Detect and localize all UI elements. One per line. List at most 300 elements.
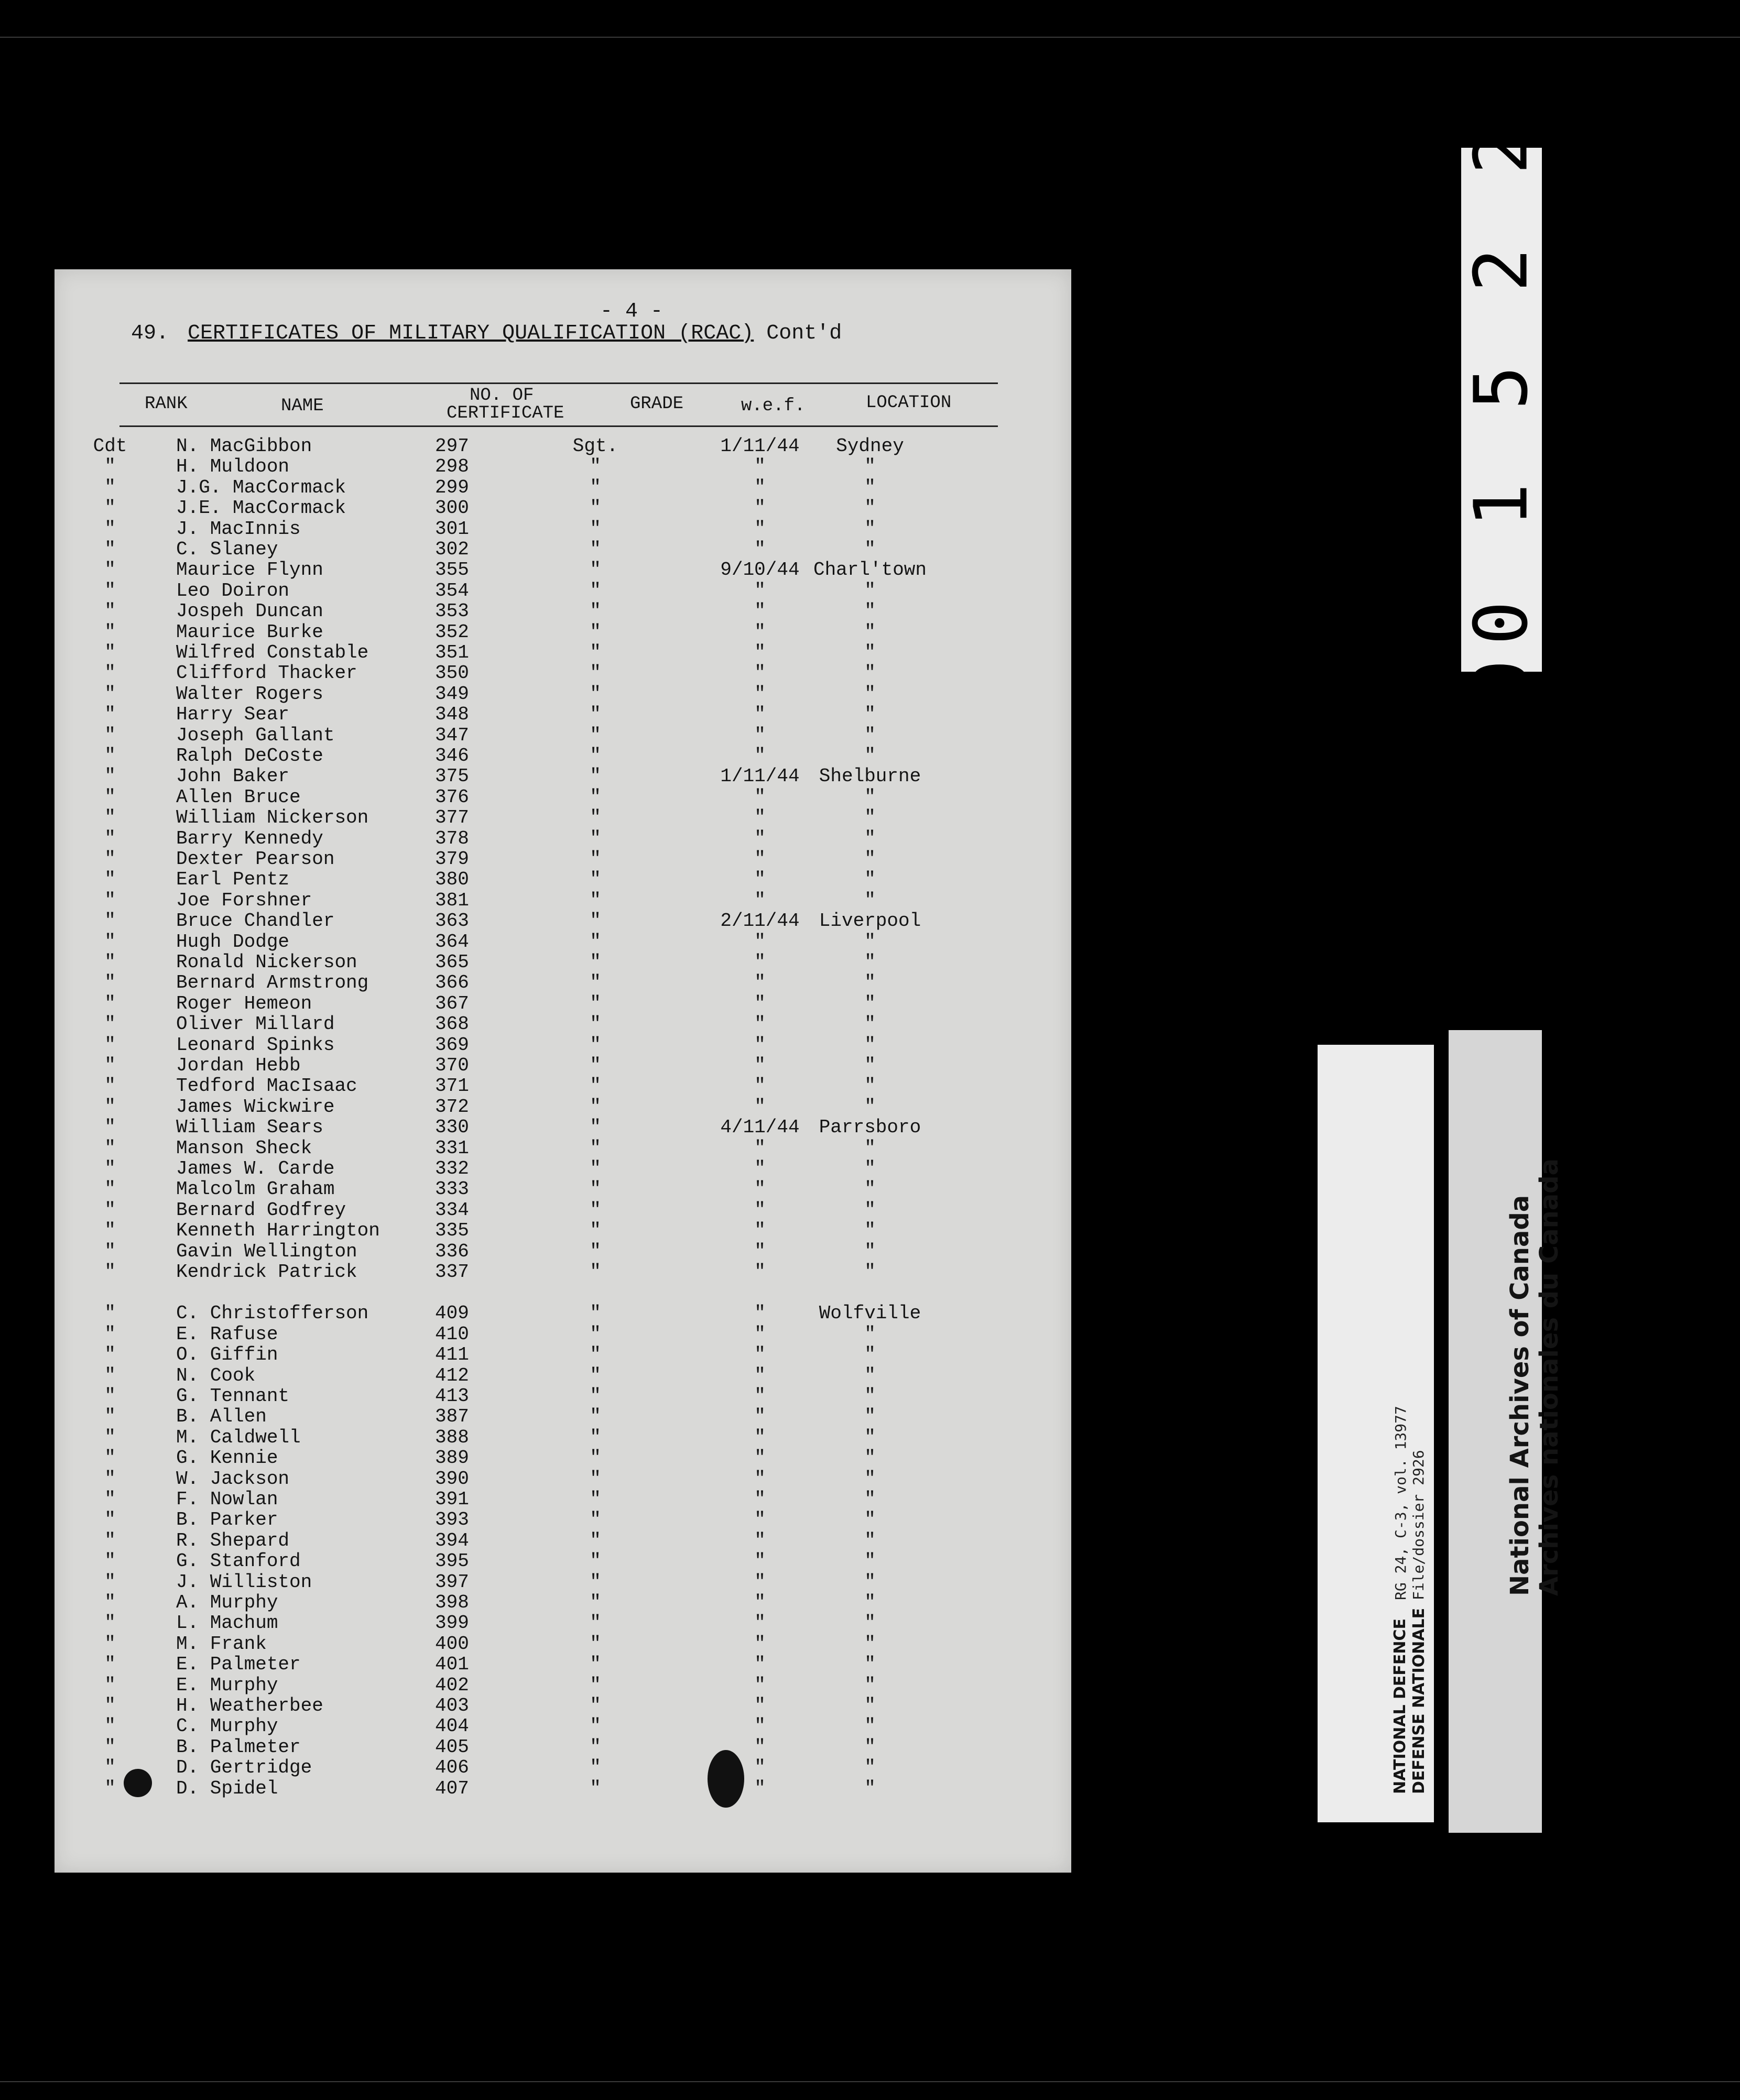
location-cell: " — [864, 1385, 876, 1407]
name-cell: A. Murphy — [176, 1592, 278, 1613]
table-row — [0, 932, 1017, 953]
name-cell: Hugh Dodge — [176, 931, 290, 953]
certificate-number-cell: 352 — [435, 621, 469, 643]
wef-date-cell: " — [754, 1240, 766, 1262]
location-cell: " — [864, 1633, 876, 1655]
rank-cell: " — [104, 1240, 116, 1262]
wef-date-cell: " — [754, 1034, 766, 1056]
film-edge-top — [0, 37, 1740, 38]
location-cell: " — [864, 704, 876, 726]
grade-cell: " — [590, 1592, 601, 1613]
grade-cell: " — [590, 1674, 601, 1696]
wef-date-cell: " — [754, 1571, 766, 1593]
name-cell: R. Shepard — [176, 1529, 290, 1551]
wef-date-cell: " — [754, 1364, 766, 1386]
certificate-number-cell: 381 — [435, 889, 469, 911]
document-title — [131, 322, 842, 345]
grade-cell: " — [590, 1344, 601, 1366]
record-group: RG 24, C-3, vol. 13977 — [1392, 1406, 1409, 1600]
grade-cell: " — [590, 662, 601, 684]
table-row — [0, 684, 1017, 705]
rank-cell: " — [104, 910, 116, 932]
location-cell: " — [864, 683, 876, 705]
certificate-number-cell: 354 — [435, 579, 469, 601]
rank-cell: Cdt — [93, 435, 127, 457]
certificate-number-cell: 402 — [435, 1674, 469, 1696]
grade-cell: " — [590, 869, 601, 891]
grade-cell: " — [590, 1013, 601, 1035]
certificate-number-cell: 330 — [435, 1117, 469, 1139]
location-cell: " — [864, 1715, 876, 1737]
location-cell: " — [864, 662, 876, 684]
location-cell: " — [864, 1323, 876, 1345]
column-header-wef: w.e.f. — [741, 396, 806, 416]
location-cell: " — [864, 1344, 876, 1366]
rank-cell: " — [104, 724, 116, 746]
ink-smudge — [708, 1750, 744, 1808]
wef-date-cell: " — [754, 848, 766, 870]
rank-cell: " — [104, 476, 116, 498]
wef-date-cell: " — [754, 1447, 766, 1469]
grade-cell: " — [590, 1137, 601, 1159]
wef-date-cell: " — [754, 1674, 766, 1696]
location-cell: " — [864, 642, 876, 663]
wef-date-cell: " — [754, 1715, 766, 1737]
location-cell: " — [864, 1550, 876, 1572]
location-cell: " — [864, 1447, 876, 1469]
certificate-number-cell: 298 — [435, 456, 469, 478]
rank-cell: " — [104, 1406, 116, 1428]
table-row — [0, 1179, 1017, 1200]
wef-date-cell: " — [754, 786, 766, 808]
wef-date-cell: " — [754, 1158, 766, 1179]
rank-cell: " — [104, 559, 116, 581]
wef-date-cell: " — [754, 724, 766, 746]
table-row — [0, 1200, 1017, 1221]
table-row — [0, 1262, 1017, 1283]
grade-cell: " — [590, 992, 601, 1014]
table-row — [0, 890, 1017, 911]
name-cell: Bernard Godfrey — [176, 1199, 346, 1221]
certificate-number-cell: 299 — [435, 476, 469, 498]
grade-cell: " — [590, 807, 601, 829]
rank-cell: " — [104, 765, 116, 788]
grade-cell: " — [590, 683, 601, 705]
location-cell: " — [864, 1468, 876, 1490]
table-row — [0, 1654, 1017, 1675]
grade-cell: " — [590, 1489, 601, 1510]
wef-date-cell: " — [754, 1529, 766, 1551]
table-row — [0, 1406, 1017, 1427]
name-cell: William Sears — [176, 1117, 323, 1139]
location-cell: " — [864, 1777, 876, 1799]
wef-date-cell: " — [754, 1261, 766, 1283]
rank-cell: " — [104, 704, 116, 726]
wef-date-cell: " — [754, 1695, 766, 1716]
grade-cell: " — [590, 497, 601, 519]
grade-cell: " — [590, 579, 601, 601]
certificate-number-cell: 301 — [435, 518, 469, 540]
location-cell: " — [864, 1178, 876, 1200]
name-cell: Bernard Armstrong — [176, 972, 369, 994]
rank-cell: " — [104, 1777, 116, 1799]
certificate-number-cell: 350 — [435, 662, 469, 684]
certificate-number-cell: 409 — [435, 1303, 469, 1325]
rank-cell: " — [104, 1323, 116, 1345]
table-row — [0, 1324, 1017, 1345]
name-cell: William Nickerson — [176, 807, 369, 829]
certificate-number-cell: 366 — [435, 972, 469, 994]
grade-cell: " — [590, 1571, 601, 1593]
certificate-number-cell: 367 — [435, 992, 469, 1014]
grade-cell: " — [590, 1199, 601, 1221]
rank-cell: " — [104, 1220, 116, 1242]
rank-cell: " — [104, 889, 116, 911]
wef-date-cell: " — [754, 600, 766, 622]
wef-date-cell: " — [754, 683, 766, 705]
name-cell: J.E. MacCormack — [176, 497, 346, 519]
name-cell: O. Giffin — [176, 1344, 278, 1366]
location-cell: " — [864, 889, 876, 911]
certificate-number-cell: 413 — [435, 1385, 469, 1407]
location-cell: " — [864, 1364, 876, 1386]
location-cell: " — [864, 1406, 876, 1428]
page-number: - 4 - — [600, 300, 664, 323]
archives-en: National Archives of Canada — [1505, 1195, 1535, 1596]
wef-date-cell: " — [754, 992, 766, 1014]
rank-cell: " — [104, 1509, 116, 1531]
rank-cell: " — [104, 1489, 116, 1510]
name-cell: M. Frank — [176, 1633, 267, 1655]
rank-cell: " — [104, 1303, 116, 1325]
name-cell: Allen Bruce — [176, 786, 301, 808]
grade-cell: " — [590, 931, 601, 953]
grade-cell: " — [590, 559, 601, 581]
certificate-number-cell: 395 — [435, 1550, 469, 1572]
table-row — [0, 911, 1017, 932]
name-cell: Ralph DeCoste — [176, 745, 323, 767]
name-cell: H. Weatherbee — [176, 1695, 323, 1716]
wef-date-cell: " — [754, 642, 766, 663]
location-cell: " — [864, 1220, 876, 1242]
certificate-number-cell: 333 — [435, 1178, 469, 1200]
header-rule-top — [119, 382, 998, 384]
location-cell: " — [864, 1612, 876, 1634]
location-cell: " — [864, 1426, 876, 1448]
table-row — [0, 498, 1017, 519]
grade-cell: " — [590, 456, 601, 478]
table-row — [0, 1716, 1017, 1737]
rank-cell: " — [104, 1426, 116, 1448]
wef-date-cell: " — [754, 1777, 766, 1799]
certificate-number-cell: 407 — [435, 1777, 469, 1799]
table-row — [0, 1386, 1017, 1407]
certificate-number-cell: 332 — [435, 1158, 469, 1179]
table-row — [0, 539, 1017, 560]
frame-number: 00 1 5 2 2 — [1459, 115, 1545, 704]
certificate-number-cell: 355 — [435, 559, 469, 581]
table-row — [0, 1551, 1017, 1572]
rank-cell: " — [104, 1261, 116, 1283]
certificate-number-cell: 380 — [435, 869, 469, 891]
table-row — [0, 436, 1017, 457]
grade-cell: " — [590, 1529, 601, 1551]
department-fr: DEFENSE NATIONALE — [1410, 1607, 1428, 1794]
name-cell: Harry Sear — [176, 704, 290, 726]
frame-number-label — [1459, 115, 1545, 704]
certificate-number-cell: 398 — [435, 1592, 469, 1613]
table-row — [0, 993, 1017, 1014]
grade-cell: " — [590, 1447, 601, 1469]
grade-cell: " — [590, 1034, 601, 1056]
table-row — [0, 952, 1017, 973]
archives-label-strip — [1449, 1030, 1564, 1833]
name-cell: M. Caldwell — [176, 1426, 301, 1448]
location-cell: Shelburne — [819, 765, 921, 788]
column-header-rank: RANK — [145, 394, 188, 414]
table-row — [0, 663, 1017, 684]
location-cell: " — [864, 745, 876, 767]
record-reference — [1392, 1406, 1428, 1600]
name-cell: W. Jackson — [176, 1468, 290, 1490]
wef-date-cell: " — [754, 497, 766, 519]
location-cell: " — [864, 1199, 876, 1221]
ink-blot — [124, 1769, 152, 1797]
name-cell: Kendrick Patrick — [176, 1261, 357, 1283]
rank-cell: " — [104, 1137, 116, 1159]
grade-cell: " — [590, 1178, 601, 1200]
name-cell: John Baker — [176, 765, 290, 788]
rank-cell: " — [104, 786, 116, 808]
wef-date-cell: " — [754, 1013, 766, 1035]
certificate-number-cell: 300 — [435, 497, 469, 519]
grade-cell: " — [590, 1303, 601, 1325]
name-cell: Ronald Nickerson — [176, 951, 357, 973]
wef-date-cell: " — [754, 662, 766, 684]
certificate-number-cell: 403 — [435, 1695, 469, 1716]
grade-cell: " — [590, 1654, 601, 1676]
certificate-number-cell: 397 — [435, 1571, 469, 1593]
name-cell: G. Kennie — [176, 1447, 278, 1469]
location-cell: " — [864, 786, 876, 808]
table-row — [0, 1138, 1017, 1159]
grade-cell: " — [590, 745, 601, 767]
name-cell: Jospeh Duncan — [176, 600, 323, 622]
wef-date-cell: " — [754, 518, 766, 540]
location-cell: " — [864, 1757, 876, 1779]
rank-cell: " — [104, 1117, 116, 1139]
location-cell: " — [864, 931, 876, 953]
name-cell: Kenneth Harrington — [176, 1220, 380, 1242]
grade-cell: Sgt. — [572, 435, 618, 457]
location-cell: " — [864, 1571, 876, 1593]
wef-date-cell: " — [754, 1736, 766, 1758]
location-cell: " — [864, 518, 876, 540]
certificate-number-cell: 370 — [435, 1055, 469, 1076]
name-cell: Tedford MacIsaac — [176, 1075, 357, 1097]
table-row — [0, 1613, 1017, 1634]
certificate-number-cell: 387 — [435, 1406, 469, 1428]
name-cell: C. Murphy — [176, 1715, 278, 1737]
table-row — [0, 1634, 1017, 1655]
rank-cell: " — [104, 807, 116, 829]
name-cell: Barry Kennedy — [176, 827, 323, 849]
name-cell: Walter Rogers — [176, 683, 323, 705]
grade-cell: " — [590, 1406, 601, 1428]
wef-date-cell: " — [754, 1096, 766, 1118]
table-row — [0, 1117, 1017, 1138]
location-cell: " — [864, 497, 876, 519]
rank-cell: " — [104, 1199, 116, 1221]
name-cell: B. Parker — [176, 1509, 278, 1531]
table-row — [0, 1220, 1017, 1241]
table-row — [0, 1076, 1017, 1097]
table-row — [0, 477, 1017, 498]
location-cell: " — [864, 1529, 876, 1551]
wef-date-cell: " — [754, 1468, 766, 1490]
location-cell: Sydney — [836, 435, 904, 457]
grade-cell: " — [590, 1715, 601, 1737]
wef-date-cell: " — [754, 1178, 766, 1200]
certificate-number-cell: 336 — [435, 1240, 469, 1262]
table-row — [0, 849, 1017, 870]
wef-date-cell: " — [754, 1075, 766, 1097]
certificate-number-cell: 335 — [435, 1220, 469, 1242]
rank-cell: " — [104, 1715, 116, 1737]
rank-cell: " — [104, 1674, 116, 1696]
location-cell: " — [864, 972, 876, 994]
location-cell: " — [864, 1013, 876, 1035]
grade-cell: " — [590, 1509, 601, 1531]
location-cell: " — [864, 848, 876, 870]
rank-cell: " — [104, 1385, 116, 1407]
grade-cell: " — [590, 724, 601, 746]
name-cell: Leo Doiron — [176, 579, 290, 601]
grade-cell: " — [590, 621, 601, 643]
location-cell: " — [864, 1075, 876, 1097]
rank-cell: " — [104, 662, 116, 684]
table-row — [0, 1737, 1017, 1758]
name-cell: Earl Pentz — [176, 869, 290, 891]
rank-cell: " — [104, 518, 116, 540]
table-row — [0, 746, 1017, 767]
table-row — [0, 766, 1017, 787]
table-row — [0, 1035, 1017, 1056]
certificate-number-cell: 369 — [435, 1034, 469, 1056]
name-cell: James W. Carde — [176, 1158, 335, 1179]
wef-date-cell: " — [754, 1654, 766, 1676]
location-cell: Charl'town — [813, 559, 927, 581]
location-cell: " — [864, 1055, 876, 1076]
rank-cell: " — [104, 1468, 116, 1490]
certificate-number-cell: 302 — [435, 539, 469, 560]
location-cell: " — [864, 1137, 876, 1159]
certificate-number-cell: 334 — [435, 1199, 469, 1221]
location-cell: " — [864, 807, 876, 829]
name-cell: E. Palmeter — [176, 1654, 301, 1676]
name-cell: Dexter Pearson — [176, 848, 335, 870]
rank-cell: " — [104, 579, 116, 601]
location-cell: " — [864, 1592, 876, 1613]
wef-date-cell: " — [754, 1220, 766, 1242]
location-cell: " — [864, 992, 876, 1014]
wef-date-cell: " — [754, 1137, 766, 1159]
wef-date-cell: " — [754, 889, 766, 911]
certificate-number-cell: 351 — [435, 642, 469, 663]
wef-date-cell: 2/11/44 — [720, 910, 800, 932]
certificate-number-cell: 411 — [435, 1344, 469, 1366]
name-cell: Gavin Wellington — [176, 1240, 357, 1262]
location-cell: " — [864, 827, 876, 849]
name-cell: Leonard Spinks — [176, 1034, 335, 1056]
column-header-cert-line1: NO. OF — [470, 386, 534, 406]
name-cell: Joseph Gallant — [176, 724, 335, 746]
column-header-name: NAME — [281, 396, 324, 416]
film-edge-bottom — [0, 2081, 1740, 2082]
name-cell: N. Cook — [176, 1364, 256, 1386]
wef-date-cell: " — [754, 1592, 766, 1613]
rank-cell: " — [104, 1633, 116, 1655]
wef-date-cell: " — [754, 1509, 766, 1531]
certificate-number-cell: 410 — [435, 1323, 469, 1345]
wef-date-cell: " — [754, 1199, 766, 1221]
certificate-number-cell: 346 — [435, 745, 469, 767]
location-cell: " — [864, 1509, 876, 1531]
archives-fr: Archives nationales du Canada — [1535, 1158, 1564, 1596]
table-row — [0, 601, 1017, 622]
grade-cell: " — [590, 1075, 601, 1097]
column-header-grade: GRADE — [630, 394, 684, 414]
location-cell: " — [864, 600, 876, 622]
table-row — [0, 1241, 1017, 1262]
certificate-number-cell: 388 — [435, 1426, 469, 1448]
grade-cell: " — [590, 1777, 601, 1799]
grade-cell: " — [590, 1695, 601, 1716]
rank-cell: " — [104, 1034, 116, 1056]
name-cell: Wilfred Constable — [176, 642, 369, 663]
rank-cell: " — [104, 745, 116, 767]
certificate-number-cell: 399 — [435, 1612, 469, 1634]
table-row — [0, 1489, 1017, 1510]
department-en: NATIONAL DEFENCE — [1391, 1618, 1409, 1794]
certificate-number-cell: 389 — [435, 1447, 469, 1469]
rank-cell: " — [104, 1592, 116, 1613]
grade-cell: " — [590, 642, 601, 663]
department-label-strip — [1318, 1045, 1434, 1822]
table-row — [0, 1097, 1017, 1118]
wef-date-cell: " — [754, 1426, 766, 1448]
location-cell: Liverpool — [819, 910, 921, 932]
wef-date-cell: " — [754, 621, 766, 643]
table-row — [0, 1510, 1017, 1530]
name-cell: B. Allen — [176, 1406, 267, 1428]
rank-cell: " — [104, 1736, 116, 1758]
name-cell: D. Spidel — [176, 1777, 278, 1799]
rank-cell: " — [104, 1158, 116, 1179]
certificate-number-cell: 400 — [435, 1633, 469, 1655]
location-cell: " — [864, 539, 876, 560]
certificate-number-cell: 348 — [435, 704, 469, 726]
file-dossier: File/dossier 2926 — [1410, 1450, 1427, 1600]
name-cell: F. Nowlan — [176, 1489, 278, 1510]
grade-cell: " — [590, 848, 601, 870]
rank-cell: " — [104, 1654, 116, 1676]
rank-cell: " — [104, 621, 116, 643]
wef-date-cell: " — [754, 1303, 766, 1325]
wef-date-cell: 1/11/44 — [720, 765, 800, 788]
rank-cell: " — [104, 642, 116, 663]
rank-cell: " — [104, 1178, 116, 1200]
